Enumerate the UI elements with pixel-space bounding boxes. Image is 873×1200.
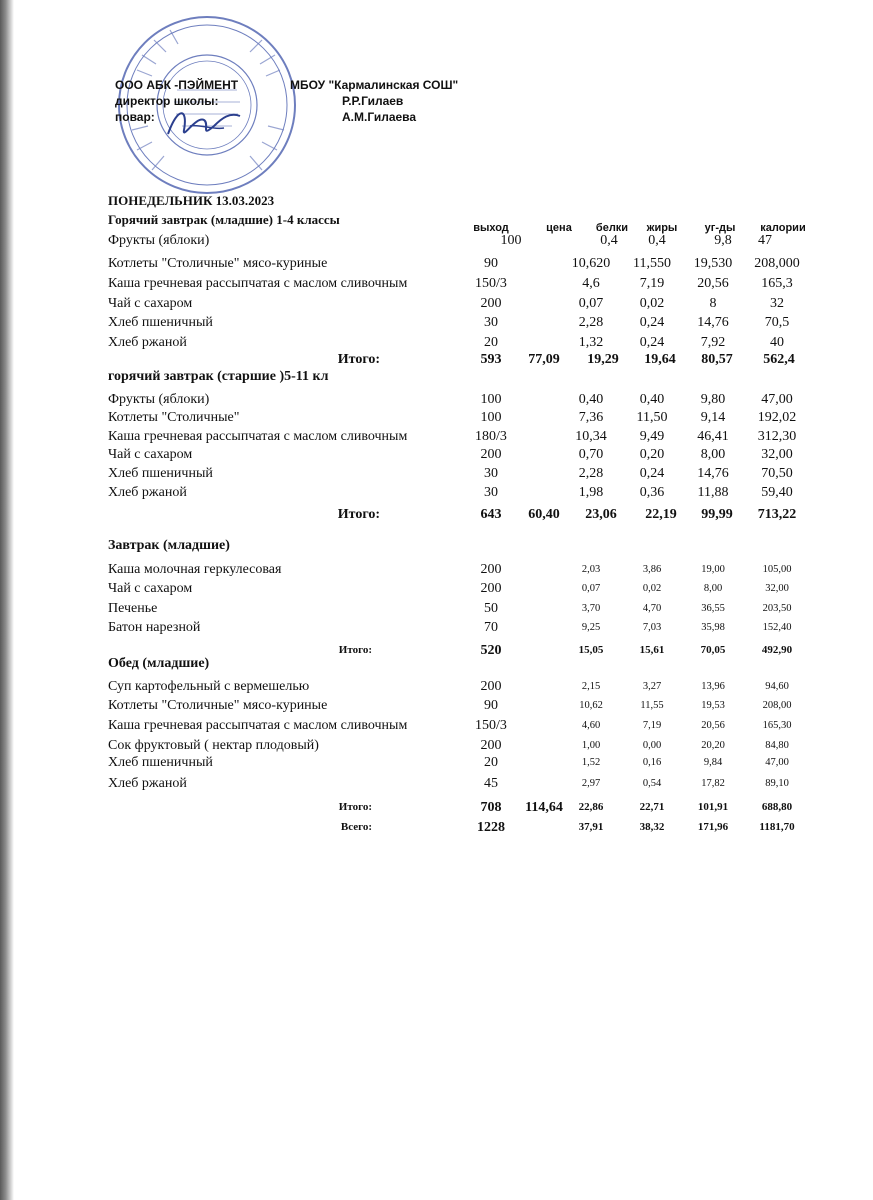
total-z: 22,19 [645, 507, 677, 522]
cell-u: 35,98 [701, 622, 725, 633]
item-name: Котлеты "Столичные" [108, 410, 240, 425]
table-row [0, 408, 873, 427]
cell-k: 94,60 [765, 681, 789, 692]
table-row [0, 753, 873, 772]
cell-u: 19,53 [701, 700, 725, 711]
total-label: Итого: [338, 801, 372, 813]
cell-b: 1,98 [578, 485, 604, 500]
cell-k: 203,50 [762, 603, 792, 614]
item-name: Каша гречневая рассыпчатая с маслом сливочным [108, 718, 408, 733]
cell-k: 208,000 [754, 256, 800, 271]
item-name: Чай с сахаром [108, 581, 193, 596]
cell-u: 36,55 [701, 603, 725, 614]
total-label: Итого: [337, 507, 380, 522]
cell-z: 0,4 [648, 233, 666, 248]
total-u: 70,05 [700, 644, 726, 656]
cell-out: 200 [480, 738, 502, 753]
cell-u: 9,84 [703, 757, 723, 768]
cell-k: 105,00 [762, 564, 792, 575]
table-row [0, 231, 873, 250]
total-b: 22,86 [578, 801, 604, 813]
cell-b: 9,25 [581, 622, 601, 633]
total-out: 593 [480, 352, 502, 367]
cell-u: 9,14 [700, 410, 726, 425]
org-left: ООО АБК -ПЭЙМЕНТ [115, 78, 239, 92]
cell-b: 0,40 [578, 392, 604, 407]
director-label: директор школы: [115, 94, 219, 108]
cell-k: 47,00 [761, 392, 793, 407]
item-name: Печенье [108, 601, 158, 616]
item-name: Сок фруктовый ( нектар плодовый) [108, 738, 319, 753]
cell-b: 2,03 [581, 564, 601, 575]
cell-z: 9,49 [639, 429, 665, 444]
cell-z: 0,02 [642, 583, 662, 594]
cell-u: 20,56 [701, 720, 725, 731]
cell-k: 70,50 [761, 466, 793, 481]
total-out: 708 [480, 800, 502, 815]
total-k: 492,90 [761, 644, 793, 656]
cell-u: 7,92 [700, 335, 726, 350]
cell-b: 4,6 [582, 276, 600, 291]
cell-k: 208,00 [762, 700, 792, 711]
cell-u: 17,82 [701, 778, 725, 789]
cell-b: 10,34 [575, 429, 607, 444]
item-name: Хлеб ржаной [108, 335, 187, 350]
cook-label: повар: [115, 110, 155, 124]
item-name: Хлеб ржаной [108, 776, 187, 791]
cell-out: 30 [484, 315, 498, 330]
cell-out: 100 [500, 233, 522, 248]
cell-u: 14,76 [697, 315, 729, 330]
cell-k: 47,00 [765, 757, 789, 768]
item-name: Котлеты "Столичные" мясо-куриные [108, 256, 328, 271]
total-b: 15,05 [578, 644, 604, 656]
total-b: 19,29 [587, 352, 619, 367]
cell-k: 59,40 [761, 485, 793, 500]
total-z: 15,61 [639, 644, 665, 656]
cell-k: 47 [758, 233, 772, 248]
cell-out: 150/3 [475, 276, 507, 291]
item-name: Чай с сахаром [108, 296, 193, 311]
col-header: уг-ды [704, 222, 736, 234]
cell-z: 11,55 [640, 700, 664, 711]
cell-u: 9,80 [700, 392, 726, 407]
org-right: МБОУ "Кармалинская СОШ" [290, 78, 459, 92]
table-row [0, 618, 873, 637]
cell-k: 165,3 [761, 276, 793, 291]
table-row [0, 427, 873, 446]
total-out: 520 [480, 643, 502, 658]
cell-out: 200 [480, 447, 502, 462]
cell-u: 19,530 [693, 256, 733, 271]
cell-out: 70 [484, 620, 498, 635]
cell-z: 7,19 [639, 276, 665, 291]
item-name: Фрукты (яблоки) [108, 233, 210, 248]
cell-k: 192,02 [757, 410, 797, 425]
cell-out: 30 [484, 466, 498, 481]
total-k: 713,22 [757, 507, 797, 522]
cell-z: 7,19 [642, 720, 662, 731]
cell-u: 19,00 [701, 564, 725, 575]
cell-out: 90 [484, 698, 498, 713]
table-row [0, 774, 873, 793]
cell-u: 9,8 [714, 233, 732, 248]
section-caption: Горячий завтрак (младшие) 1-4 классы [108, 212, 340, 227]
cell-z: 11,50 [636, 410, 668, 425]
grand-total-b: 37,91 [578, 821, 604, 833]
cell-out: 30 [484, 485, 498, 500]
table-row [0, 483, 873, 502]
table-row [0, 716, 873, 735]
table-row [0, 313, 873, 332]
cell-b: 2,28 [578, 315, 604, 330]
director-name: Р.Р.Гилаев [342, 94, 404, 108]
col-header: жиры [646, 222, 678, 234]
total-u: 101,91 [697, 801, 729, 813]
total-price: 114,64 [525, 800, 563, 815]
cell-out: 150/3 [475, 718, 507, 733]
total-label: Итого: [337, 352, 380, 367]
cell-out: 200 [480, 296, 502, 311]
section-caption: горячий завтрак (старшие )5-11 кл [108, 369, 329, 384]
cell-z: 0,20 [639, 447, 665, 462]
cell-z: 0,24 [639, 466, 665, 481]
cell-b: 2,15 [581, 681, 601, 692]
cell-k: 32 [770, 296, 784, 311]
table-row [0, 274, 873, 293]
cell-b: 1,00 [581, 740, 601, 751]
total-z: 22,71 [639, 801, 665, 813]
cell-k: 89,10 [765, 778, 789, 789]
cell-b: 10,62 [579, 700, 603, 711]
total-out: 643 [480, 507, 502, 522]
item-name: Каша гречневая рассыпчатая с маслом сливочным [108, 429, 408, 444]
grand-total-row [0, 818, 873, 837]
cell-b: 2,28 [578, 466, 604, 481]
total-k: 688,80 [761, 801, 793, 813]
total-row [0, 505, 873, 524]
total-u: 80,57 [701, 352, 733, 367]
cell-b: 1,52 [581, 757, 601, 768]
item-name: Хлеб ржаной [108, 485, 187, 500]
cell-out: 20 [484, 755, 498, 770]
table-row [0, 254, 873, 273]
col-header: выход [473, 222, 509, 234]
cell-out: 20 [484, 335, 498, 350]
item-name: Чай с сахаром [108, 447, 193, 462]
page-title: ПОНЕДЕЛЬНИК 13.03.2023 [108, 193, 275, 208]
cell-k: 312,30 [757, 429, 797, 444]
grand-total-label: Всего: [340, 821, 372, 833]
cell-z: 0,24 [639, 315, 665, 330]
cell-z: 0,02 [639, 296, 665, 311]
table-row [0, 579, 873, 598]
total-z: 19,64 [644, 352, 676, 367]
item-name: Фрукты (яблоки) [108, 392, 210, 407]
cell-b: 0,07 [578, 296, 604, 311]
cell-u: 46,41 [697, 429, 729, 444]
cell-z: 0,16 [642, 757, 662, 768]
cell-u: 8 [709, 296, 717, 311]
total-b: 23,06 [585, 507, 617, 522]
cell-z: 0,00 [642, 740, 662, 751]
cell-z: 4,70 [642, 603, 662, 614]
cell-u: 13,96 [701, 681, 725, 692]
cell-u: 11,88 [697, 485, 729, 500]
cell-b: 4,60 [581, 720, 601, 731]
cell-out: 50 [484, 601, 498, 616]
total-row [0, 350, 873, 369]
cell-u: 20,56 [697, 276, 729, 291]
cell-k: 70,5 [764, 315, 790, 330]
grand-total-out: 1228 [477, 820, 505, 835]
col-header: белки [595, 222, 629, 234]
item-name: Батон нарезной [108, 620, 201, 635]
cell-k: 165,30 [762, 720, 792, 731]
table-row [0, 677, 873, 696]
grand-total-z: 38,32 [639, 821, 665, 833]
item-name: Хлеб пшеничный [108, 755, 213, 770]
cell-z: 7,03 [642, 622, 662, 633]
cell-z: 0,24 [639, 335, 665, 350]
cell-out: 100 [480, 410, 502, 425]
table-row [0, 390, 873, 409]
cell-k: 32,00 [765, 583, 789, 594]
cell-b: 3,70 [581, 603, 601, 614]
table-row [0, 464, 873, 483]
cell-z: 11,550 [633, 256, 671, 271]
grand-total-k: 1181,70 [759, 821, 795, 833]
total-k: 562,4 [763, 352, 795, 367]
cell-u: 8,00 [700, 447, 726, 462]
table-row [0, 560, 873, 579]
cell-out: 100 [480, 392, 502, 407]
cell-z: 0,36 [639, 485, 665, 500]
col-header: калории [760, 222, 806, 234]
cell-z: 0,40 [639, 392, 665, 407]
cell-out: 90 [484, 256, 498, 271]
total-label: Итого: [338, 644, 372, 656]
cell-z: 3,86 [642, 564, 662, 575]
section-caption: Обед (младшие) [108, 656, 210, 671]
cell-b: 2,97 [581, 778, 601, 789]
section-caption: Завтрак (младшие) [108, 538, 230, 553]
cell-k: 40 [770, 335, 784, 350]
item-name: Каша молочная геркулесовая [108, 562, 282, 577]
cell-b: 0,70 [578, 447, 604, 462]
col-header: цена [546, 222, 572, 234]
cell-k: 84,80 [765, 740, 789, 751]
item-name: Хлеб пшеничный [108, 466, 213, 481]
cell-k: 32,00 [761, 447, 793, 462]
cook-name: А.М.Гилаева [342, 110, 417, 124]
cell-out: 45 [484, 776, 498, 791]
table-row [0, 696, 873, 715]
cell-out: 180/3 [475, 429, 507, 444]
table-row [0, 445, 873, 464]
cell-u: 14,76 [697, 466, 729, 481]
total-price: 77,09 [528, 352, 560, 367]
total-row [0, 798, 873, 817]
total-u: 99,99 [701, 507, 733, 522]
cell-b: 7,36 [578, 410, 604, 425]
item-name: Суп картофельный с вермешелью [108, 679, 310, 694]
grand-total-u: 171,96 [697, 821, 729, 833]
cell-b: 10,620 [571, 256, 611, 271]
cell-out: 200 [480, 679, 502, 694]
table-row [0, 599, 873, 618]
item-name: Хлеб пшеничный [108, 315, 213, 330]
cell-b: 0,4 [600, 233, 618, 248]
cell-z: 3,27 [642, 681, 662, 692]
cell-b: 1,32 [578, 335, 604, 350]
table-row [0, 294, 873, 313]
item-name: Котлеты "Столичные" мясо-куриные [108, 698, 328, 713]
cell-out: 200 [480, 581, 502, 596]
cell-z: 0,54 [642, 778, 662, 789]
cell-u: 8,00 [703, 583, 723, 594]
cell-u: 20,20 [701, 740, 725, 751]
cell-b: 0,07 [581, 583, 601, 594]
item-name: Каша гречневая рассыпчатая с маслом сливочным [108, 276, 408, 291]
total-price: 60,40 [528, 507, 560, 522]
cell-out: 200 [480, 562, 502, 577]
cell-k: 152,40 [762, 622, 792, 633]
